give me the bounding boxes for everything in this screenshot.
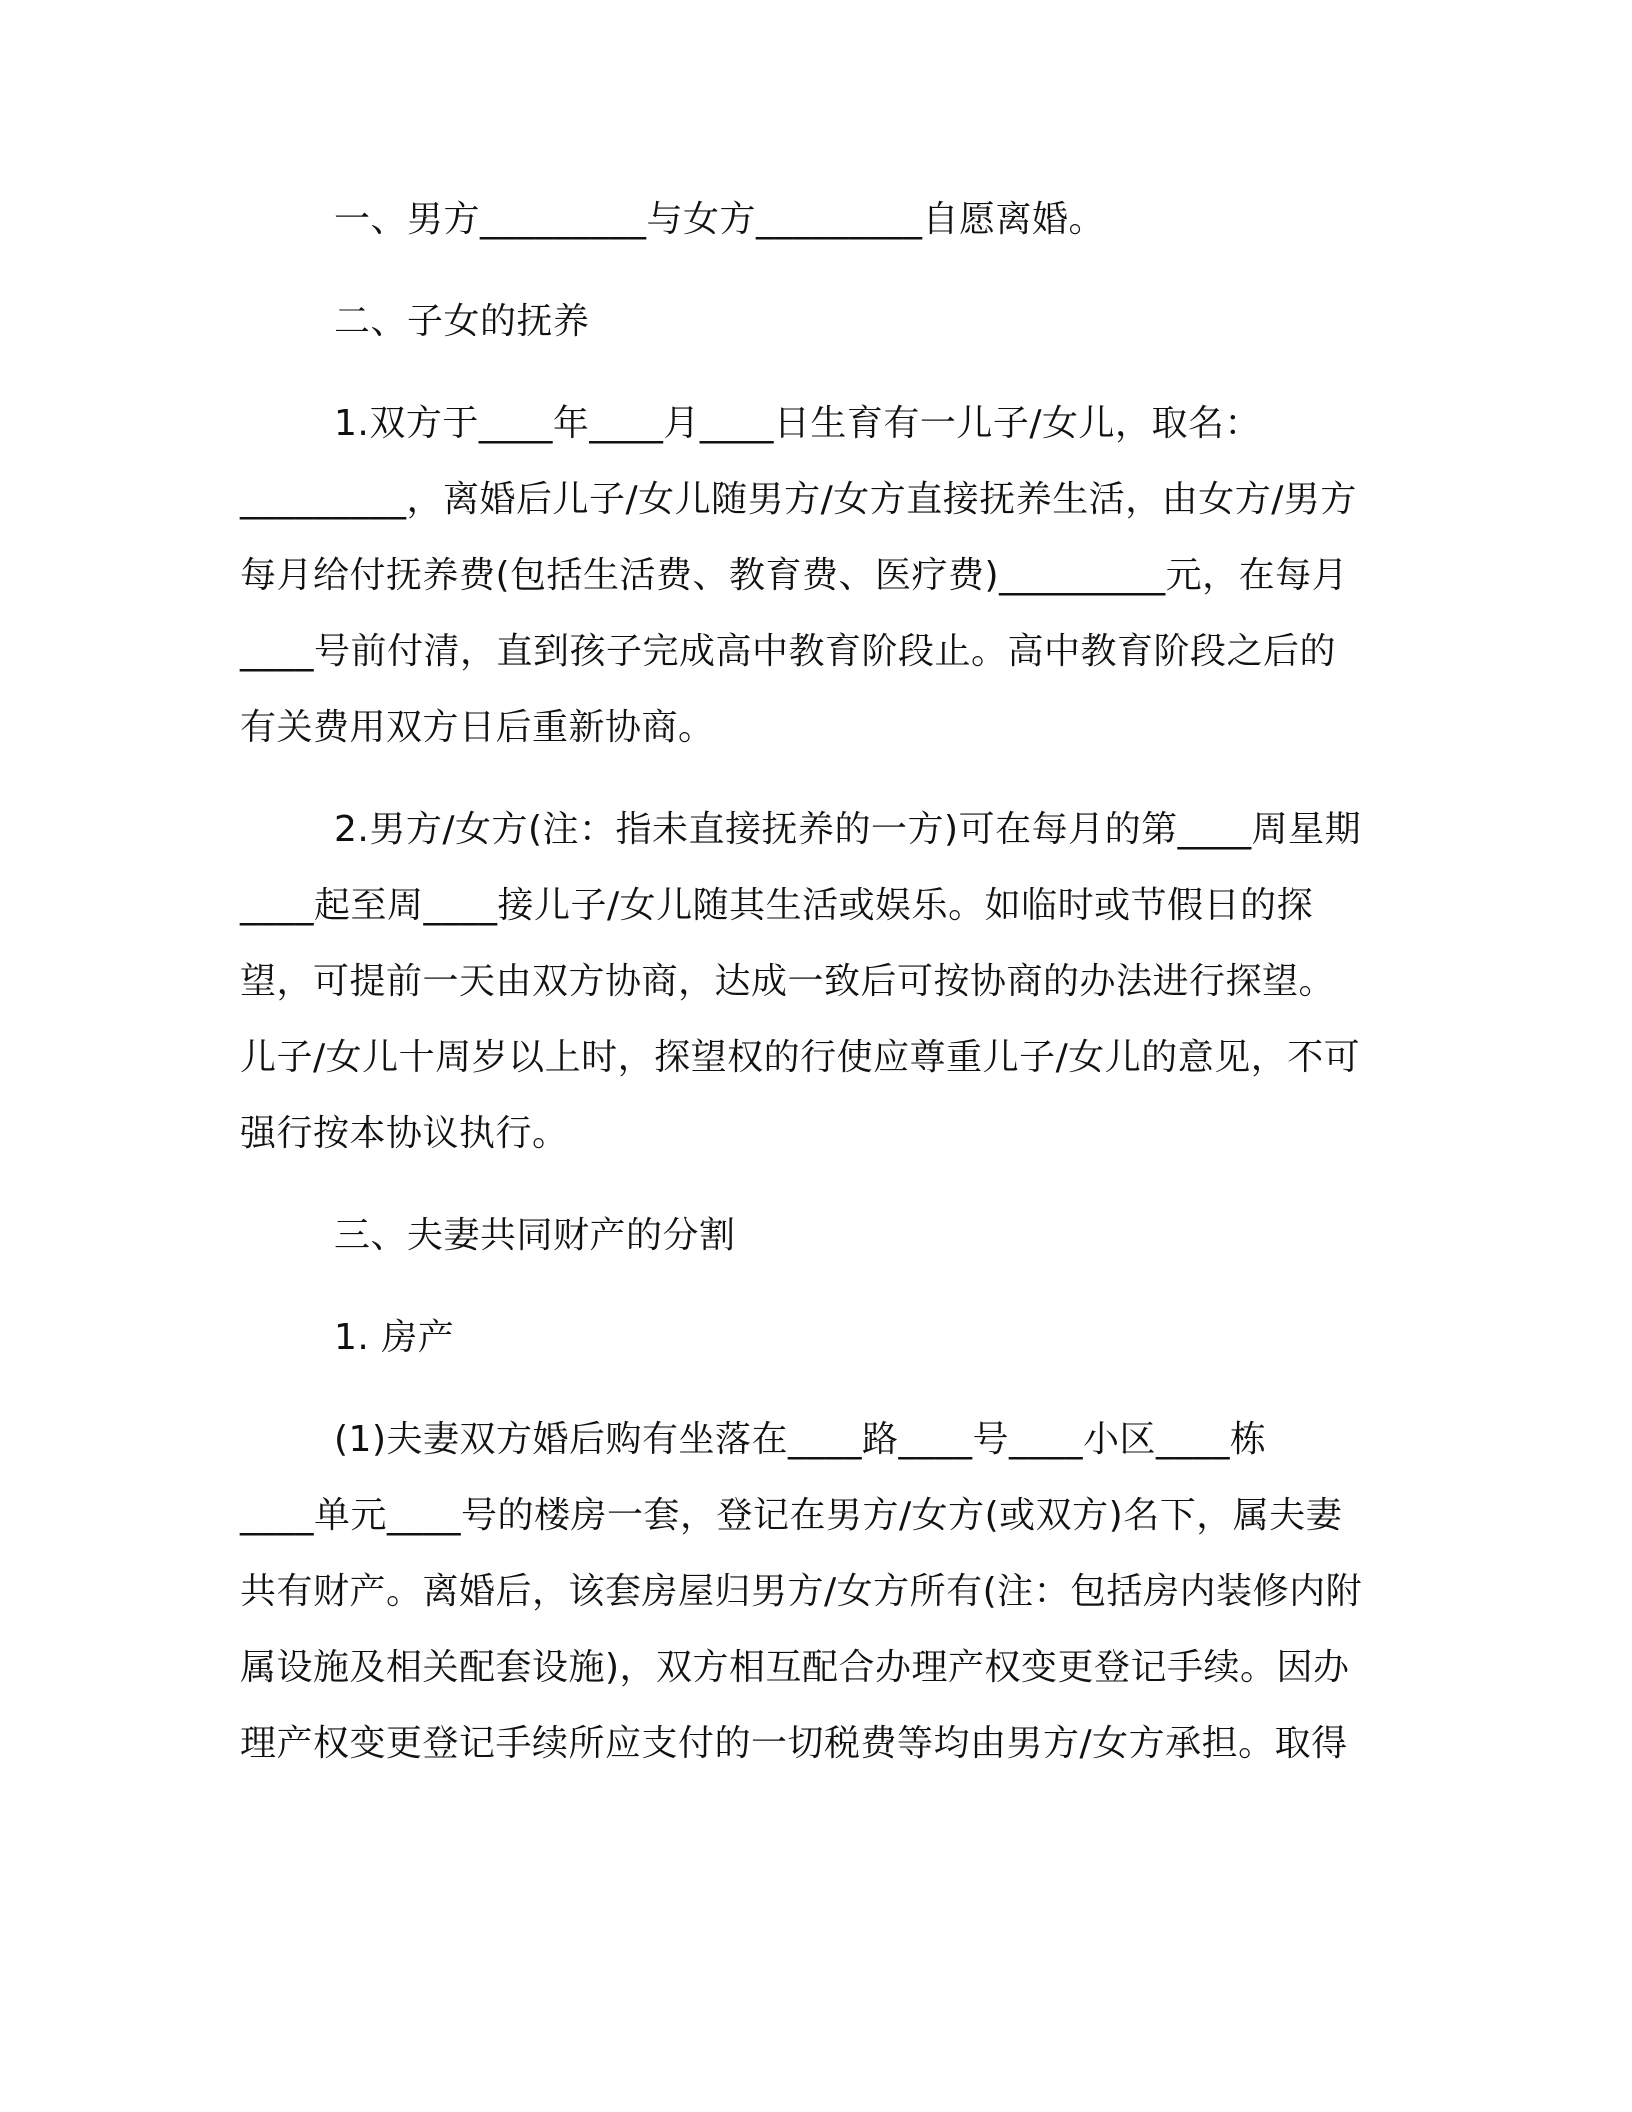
- paragraph-line: ____单元____号的楼房一套，登记在男方/女方(或双方)名下，属夫妻: [240, 1495, 1343, 1536]
- subheading-property: 1. 房产: [334, 1317, 455, 1358]
- paragraph-line: 共有财产。离婚后，该套房屋归男方/女方所有(注：包括房内装修内附: [240, 1571, 1363, 1612]
- clause-3-heading: 三、夫妻共同财产的分割: [334, 1215, 736, 1256]
- clause-2-heading: 二、子女的抚养: [334, 301, 590, 342]
- paragraph-line: 强行按本协议执行。: [240, 1113, 569, 1154]
- paragraph-line: ____起至周____接儿子/女儿随其生活或娱乐。如临时或节假日的探: [240, 885, 1314, 926]
- paragraph-line: 每月给付抚养费(包括生活费、教育费、医疗费)_________元，在每月: [240, 555, 1349, 596]
- paragraph-line: _________，离婚后儿子/女儿随男方/女方直接抚养生活，由女方/男方: [240, 479, 1357, 520]
- paragraph-line: 望，可提前一天由双方协商，达成一致后可按协商的办法进行探望。: [240, 961, 1336, 1002]
- paragraph-line: 有关费用双方日后重新协商。: [240, 707, 715, 748]
- paragraph-line: ____号前付清，直到孩子完成高中教育阶段止。高中教育阶段之后的: [240, 631, 1337, 672]
- paragraph-line: 2.男方/女方(注：指未直接抚养的一方)可在每月的第____周星期: [334, 809, 1362, 850]
- clause-1-heading: 一、男方_________与女方_________自愿离婚。: [334, 199, 1106, 240]
- paragraph-line: 儿子/女儿十周岁以上时，探望权的行使应尊重儿子/女儿的意见，不可: [240, 1037, 1361, 1078]
- paragraph-line: 1.双方于____年____月____日生育有一儿子/女儿，取名：: [334, 403, 1261, 444]
- paragraph-line: (1)夫妻双方婚后购有坐落在____路____号____小区____栋: [334, 1419, 1267, 1460]
- paragraph-line: 属设施及相关配套设施)，双方相互配合办理产权变更登记手续。因办: [240, 1647, 1350, 1688]
- paragraph-line: 理产权变更登记手续所应支付的一切税费等均由男方/女方承担。取得: [240, 1723, 1348, 1764]
